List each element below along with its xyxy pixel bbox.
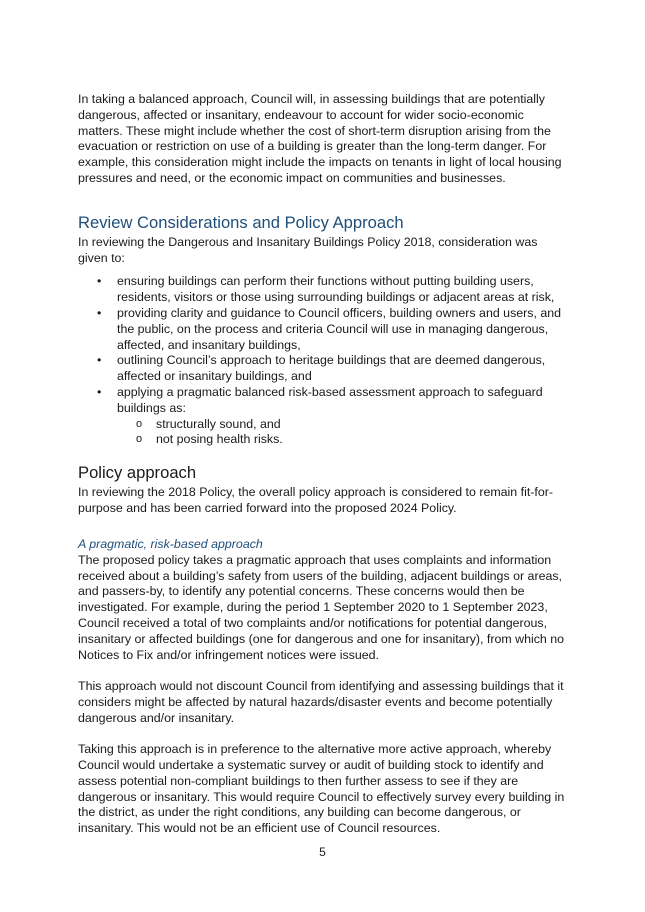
bullet-icon: • xyxy=(97,305,102,320)
sub-list-item xyxy=(117,417,570,433)
list-item xyxy=(78,274,570,306)
sub-bullet-list xyxy=(117,417,570,449)
sub-list-item-text: not posing health risks. xyxy=(156,432,283,447)
bullet-icon: • xyxy=(97,353,102,368)
sub-list-item-text: structurally sound, and xyxy=(156,416,281,431)
list-item xyxy=(78,306,570,353)
bullet-icon: • xyxy=(97,274,102,289)
list-item xyxy=(78,353,570,385)
list-item-text: ensuring buildings can perform their functions without putting building users, residents, visitors or those using surrounding buildings or adjacent areas at risk, xyxy=(117,274,555,305)
list-item xyxy=(78,385,570,448)
document-page xyxy=(78,92,570,837)
pragmatic-approach-heading: A pragmatic, risk-based approach xyxy=(78,536,263,551)
bullet-icon: • xyxy=(97,384,102,399)
page-number: 5 xyxy=(319,845,326,859)
pragmatic-paragraph-1: The proposed policy takes a pragmatic approach that uses complaints and information received about a building’s safety from users of the building, adjacent buildings or areas, and passers-by, to identify any potential concerns. These concerns would then be investigated. For example, during the period 1 September 2020 to 1 September 2023, Council received a total of two complaints and/or notifications for potential dangerous, insanitary or affected buildings (one for dangerous and one for insanitary), from which no Notices to Fix and/or infringement notices were issued. xyxy=(78,552,565,662)
pragmatic-paragraph-3: Taking this approach is in preference to the alternative more active approach, whereby Council would undertake a systematic survey or audit of building stock to identify and assess potential non-compliant buildings to then further assess to see if they are dangerous or insanitary. This would require Council to effectively survey every building in the district, as under the right conditions, any building can become dangerous, or insanitary. This would not be an efficient use of Council resources. xyxy=(78,742,565,836)
list-item-text: outlining Council’s approach to heritage buildings that are deemed dangerous, affected or insanitary buildings, and xyxy=(117,353,546,384)
review-intro-paragraph: In reviewing the Dangerous and Insanitary Buildings Policy 2018, consideration was given to: xyxy=(78,234,538,265)
circle-bullet-icon: o xyxy=(136,417,143,430)
policy-approach-paragraph: In reviewing the 2018 Policy, the overall policy approach is considered to remain fit-for-purpose and has been carried forward into the proposed 2024 Policy. xyxy=(78,485,553,515)
list-item-text: applying a pragmatic balanced risk-based assessment approach to safeguard buildings as: xyxy=(117,384,543,415)
review-bullet-list xyxy=(78,274,570,448)
sub-list-item xyxy=(117,432,570,448)
policy-approach-heading: Policy approach xyxy=(78,463,197,483)
intro-paragraph: In taking a balanced approach, Council will, in assessing buildings that are potentially dangerous, affected or insanitary, endeavour to account for wider socio-economic matters. These might include whether the cost of short-term disruption arising from the evacuation or restriction on use of a building is greater than the long-term danger. For example, this consideration might include the impacts on tenants in light of local housing pressures and need, or the economic impact on communities and businesses. xyxy=(78,92,562,185)
list-item-text: providing clarity and guidance to Council officers, building owners and users, and the public, on the process and criteria Council will use in managing dangerous, affected, and insanitary buildings, xyxy=(117,305,562,352)
review-considerations-heading: Review Considerations and Policy Approach xyxy=(78,212,404,232)
pragmatic-paragraph-2: This approach would not discount Council from identifying and assessing buildings that it considers might be affected by natural hazards/disaster events and become potentially dangerous and/or insanitary. xyxy=(78,679,564,725)
circle-bullet-icon: o xyxy=(136,433,143,446)
